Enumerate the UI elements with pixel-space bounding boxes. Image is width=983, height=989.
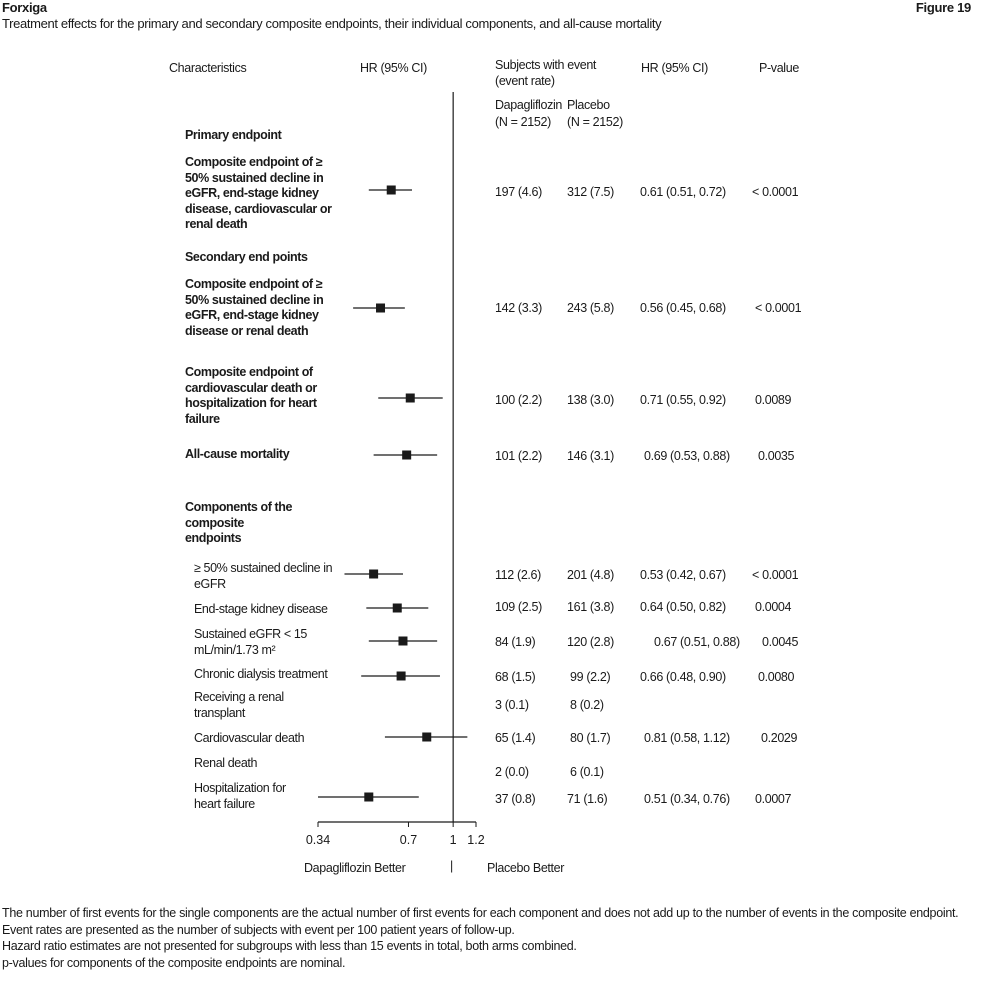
x-axis-tick-label: 0.34 — [305, 833, 331, 847]
cell-dapa-events: 68 (1.5) — [495, 670, 536, 684]
cell-placebo-events: 99 (2.2) — [570, 670, 611, 684]
cell-dapa-events: 101 (2.2) — [495, 449, 542, 463]
hr-point-marker — [387, 186, 396, 195]
cell-pvalue: 0.0004 — [755, 600, 792, 614]
col-header-dapagliflozin: Dapagliflozin — [495, 98, 563, 112]
cell-pvalue: 0.2029 — [761, 731, 798, 745]
col-header-event-rate: (event rate) — [495, 74, 555, 88]
cell-hr-ci: 0.53 (0.42, 0.67) — [640, 568, 726, 582]
brand-name: Forxiga — [2, 0, 47, 15]
cell-dapa-events: 65 (1.4) — [495, 731, 536, 745]
cell-hr-ci: 0.81 (0.58, 1.12) — [644, 731, 730, 745]
col-header-hr-value: HR (95% CI) — [641, 61, 708, 75]
cell-placebo-events: 312 (7.5) — [567, 185, 614, 199]
cell-placebo-events: 201 (4.8) — [567, 568, 614, 582]
col-header-placebo: Placebo — [567, 98, 610, 112]
footnote: Event rates are presented as the number of subjects with event per 100 patient years of follow-up. — [2, 922, 515, 937]
cell-pvalue: 0.0080 — [758, 670, 795, 684]
hr-point-marker — [422, 733, 431, 742]
section-components: Components of the composite endpoints — [185, 500, 293, 546]
axis-note-dapagliflozin-better: Dapagliflozin Better — [304, 861, 406, 875]
cell-hr-ci: 0.67 (0.51, 0.88) — [654, 635, 740, 649]
section-primary-endpoint: Primary endpoint — [185, 128, 282, 142]
cell-placebo-events: 146 (3.1) — [567, 449, 614, 463]
cell-dapa-events: 37 (0.8) — [495, 792, 536, 806]
cell-hr-ci: 0.56 (0.45, 0.68) — [640, 301, 726, 315]
hr-point-marker — [398, 637, 407, 646]
hr-point-marker — [393, 604, 402, 613]
figure-subtitle: Treatment effects for the primary and secondary composite endpoints, their individual components, and all-cause mortality — [2, 16, 662, 31]
col-header-subjects: Subjects with event — [495, 58, 597, 72]
cell-dapa-events: 3 (0.1) — [495, 698, 529, 712]
hr-point-marker — [369, 570, 378, 579]
x-axis-tick-label: 1.2 — [467, 833, 485, 847]
row-label-sustained-egfr: Sustained eGFR < 15 mL/min/1.73 m² — [194, 627, 307, 657]
cell-placebo-events: 243 (5.8) — [567, 301, 614, 315]
row-label-all-cause-mortality: All-cause mortality — [185, 447, 290, 461]
axis-note-divider: | — [450, 859, 453, 873]
col-header-characteristics: Characteristics — [169, 61, 247, 75]
cell-pvalue: 0.0045 — [762, 635, 799, 649]
cell-hr-ci: 0.61 (0.51, 0.72) — [640, 185, 726, 199]
hr-point-marker — [364, 793, 373, 802]
cell-pvalue: < 0.0001 — [752, 185, 799, 199]
x-axis-tick-label: 1 — [449, 833, 457, 847]
cell-pvalue: < 0.0001 — [752, 568, 799, 582]
row-label-hospitalization-hf: Hospitalization for heart failure — [194, 781, 286, 811]
row-label-renal-death: Renal death — [194, 756, 258, 770]
footnote: The number of first events for the single components are the actual number of first events for each component and does not add up to the number of events in the composite endpoint. — [2, 906, 959, 920]
x-axis-tick-label: 0.7 — [399, 833, 418, 847]
cell-hr-ci: 0.51 (0.34, 0.76) — [644, 792, 730, 806]
cell-pvalue: < 0.0001 — [755, 301, 802, 315]
cell-dapa-events: 109 (2.5) — [495, 600, 542, 614]
cell-placebo-events: 6 (0.1) — [570, 765, 604, 779]
cell-hr-ci: 0.69 (0.53, 0.88) — [644, 449, 730, 463]
cell-placebo-events: 138 (3.0) — [567, 393, 614, 407]
cell-hr-ci: 0.64 (0.50, 0.82) — [640, 600, 726, 614]
hr-point-marker — [376, 304, 385, 313]
footnote: Hazard ratio estimates are not presented for subgroups with less than 15 events in total, both arms combined. — [2, 939, 577, 953]
row-label-eskd: End-stage kidney disease — [194, 602, 328, 616]
section-secondary-endpoints: Secondary end points — [185, 250, 308, 264]
cell-dapa-events: 112 (2.6) — [495, 568, 541, 582]
row-label-egfr-decline: ≥ 50% sustained decline in eGFR — [194, 561, 333, 591]
col-header-hr-plot: HR (95% CI) — [360, 61, 427, 75]
cell-placebo-events: 80 (1.7) — [570, 731, 611, 745]
cell-pvalue: 0.0007 — [755, 792, 792, 806]
footnotes — [2, 905, 977, 971]
col-header-pvalue: P-value — [759, 61, 799, 75]
hr-point-marker — [406, 394, 415, 403]
row-label-chronic-dialysis: Chronic dialysis treatment — [194, 667, 328, 681]
row-label-cv-death: Cardiovascular death — [194, 731, 305, 745]
cell-placebo-events: 71 (1.6) — [567, 792, 608, 806]
footnote: p-values for components of the composite endpoints are nominal. — [2, 955, 346, 970]
cell-hr-ci: 0.71 (0.55, 0.92) — [640, 393, 726, 407]
cell-pvalue: 0.0089 — [755, 393, 792, 407]
cell-dapa-events: 197 (4.6) — [495, 185, 542, 199]
cell-pvalue: 0.0035 — [758, 449, 795, 463]
cell-placebo-events: 8 (0.2) — [570, 698, 604, 712]
figure-label: Figure 19 — [915, 0, 971, 15]
col-header-dapagliflozin-n: (N = 2152) — [495, 115, 551, 129]
row-label-kidney-composite: Composite endpoint of ≥ 50% sustained decline in eGFR, end-stage kidney disease or renal death — [185, 277, 324, 338]
cell-placebo-events: 120 (2.8) — [567, 635, 614, 649]
hr-point-marker — [402, 451, 411, 460]
row-label-cv-hf-composite: Composite endpoint of cardiovascular death or hospitalization for heart failure — [185, 365, 317, 426]
cell-dapa-events: 142 (3.3) — [495, 301, 542, 315]
axis-note-placebo-better: Placebo Better — [487, 861, 565, 875]
cell-dapa-events: 2 (0.0) — [495, 765, 529, 779]
row-label-renal-transplant: Receiving a renal transplant — [194, 690, 284, 720]
cell-dapa-events: 100 (2.2) — [495, 393, 542, 407]
cell-hr-ci: 0.66 (0.48, 0.90) — [640, 670, 726, 684]
row-label-primary-composite: Composite endpoint of ≥ 50% sustained decline in eGFR, end-stage kidney disease, cardiovascular or renal death — [185, 155, 332, 232]
hr-point-marker — [397, 672, 406, 681]
cell-dapa-events: 84 (1.9) — [495, 635, 536, 649]
cell-placebo-events: 161 (3.8) — [567, 600, 614, 614]
col-header-placebo-n: (N = 2152) — [567, 115, 623, 129]
